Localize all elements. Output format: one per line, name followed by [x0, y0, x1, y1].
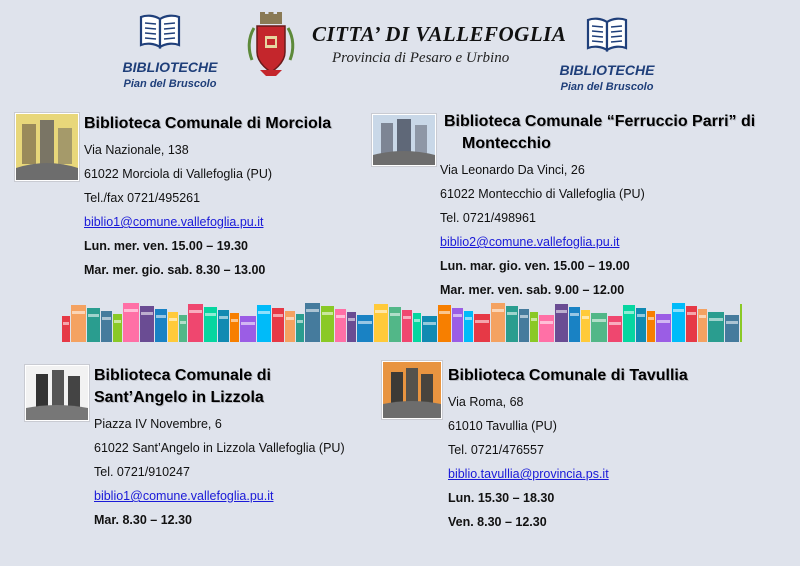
- library-name-line1: Biblioteca Comunale di: [94, 367, 271, 384]
- library-name: Biblioteca Comunale di Tavullia: [448, 367, 688, 384]
- book-spine: [623, 305, 635, 342]
- book-spine-band: [358, 321, 372, 324]
- library-phone: Tel. 0721/476557: [448, 443, 544, 457]
- library-name: Biblioteca Comunale di Morciola: [84, 115, 332, 132]
- book-spine-band: [609, 322, 621, 325]
- book-spine: [257, 305, 271, 342]
- library-hours: Mar. mer. ven. sab. 9.00 – 12.00: [440, 283, 625, 297]
- library-city: 61022 Morciola di Vallefoglia (PU): [84, 167, 273, 181]
- book-spine: [491, 303, 505, 342]
- book-spine: [708, 312, 724, 342]
- book-spine: [569, 307, 580, 342]
- library-email-link[interactable]: biblio1@comune.vallefoglia.pu.it: [84, 215, 264, 229]
- book-spine-band: [556, 310, 567, 313]
- book-spine: [636, 308, 646, 342]
- book-spine-band: [465, 317, 472, 320]
- book-spine: [591, 313, 607, 342]
- book-spine-band: [258, 311, 270, 314]
- book-spine: [656, 314, 671, 342]
- book-spine-band: [375, 310, 387, 313]
- library-hours: Lun. mar. gio. ven. 15.00 – 19.00: [440, 259, 630, 273]
- book-spine: [686, 306, 697, 342]
- book-spine-band: [520, 315, 528, 318]
- library-email-link[interactable]: biblio2@comune.vallefoglia.pu.it: [440, 235, 620, 249]
- book-spine: [539, 315, 554, 342]
- library-address: Via Leonardo Da Vinci, 26: [440, 163, 585, 177]
- book-spine-band: [306, 309, 319, 312]
- book-spine-band: [531, 318, 537, 321]
- library-hours: Mar. 8.30 – 12.30: [94, 513, 192, 527]
- book-spine-band: [492, 309, 504, 312]
- book-spine-band: [687, 312, 696, 315]
- city-title: CITTA’ DI VALLEFOGLIA: [312, 22, 567, 46]
- book-spine-band: [726, 321, 738, 324]
- logo-subtitle: Pian del Bruscolo: [123, 78, 217, 90]
- library-phone: Tel. 0721/498961: [440, 211, 536, 225]
- library-hours: Mar. mer. gio. sab. 8.30 – 13.00: [84, 263, 266, 277]
- book-spine-band: [637, 314, 645, 317]
- city-subtitle: Provincia di Pesaro e Urbino: [332, 50, 510, 66]
- book-spine-band: [273, 314, 283, 317]
- book-spine-band: [348, 318, 355, 321]
- library-photo: [382, 361, 442, 419]
- book-spine: [474, 314, 490, 342]
- library-city: 61010 Tavullia (PU): [448, 419, 557, 433]
- library-phone: Tel./fax 0721/495261: [84, 191, 201, 205]
- book-spine: [230, 313, 239, 342]
- book-spine: [101, 311, 112, 342]
- book-spine-band: [114, 320, 121, 323]
- book-spine-band: [709, 318, 723, 321]
- book-spine: [530, 312, 538, 342]
- logo-title: BIBLIOTECHE: [559, 62, 655, 78]
- book-spine-band: [439, 311, 450, 314]
- book-spine-band: [286, 317, 294, 320]
- book-spine-band: [102, 317, 111, 320]
- book-spine: [62, 316, 70, 342]
- library-hours: Lun. 15.30 – 18.30: [448, 491, 555, 505]
- logo-subtitle: Pian del Bruscolo: [560, 81, 654, 93]
- book-spine-band: [507, 312, 517, 315]
- book-spine: [357, 315, 373, 342]
- book-spine: [672, 303, 685, 342]
- book-spine: [347, 312, 356, 342]
- book-spine-band: [336, 315, 345, 318]
- book-spine-band: [219, 316, 228, 319]
- book-spine: [272, 308, 284, 342]
- book-spine: [188, 304, 203, 342]
- book-spine-band: [570, 313, 579, 316]
- library-phone: Tel. 0721/910247: [94, 465, 190, 479]
- book-spine-band: [673, 309, 684, 312]
- book-spine: [506, 306, 518, 342]
- library-name-line2: Montecchio: [462, 135, 551, 152]
- book-spine-band: [189, 310, 202, 313]
- book-spine: [698, 309, 707, 342]
- book-spine: [647, 311, 655, 342]
- book-spine: [140, 306, 154, 342]
- book-spine-band: [423, 322, 436, 325]
- book-spine-band: [88, 314, 99, 317]
- library-photo: [372, 114, 436, 166]
- library-photo: [15, 113, 79, 181]
- book-spine: [113, 314, 122, 342]
- library-address: Piazza IV Novembre, 6: [94, 417, 222, 431]
- book-spine-band: [231, 319, 238, 322]
- book-spine-band: [390, 313, 400, 316]
- book-spine-band: [453, 314, 462, 317]
- book-spine: [305, 303, 320, 342]
- book-spine: [71, 305, 86, 342]
- book-spine: [87, 308, 100, 342]
- book-spine: [335, 309, 346, 342]
- book-spine: [218, 310, 229, 342]
- book-spine-band: [540, 321, 553, 324]
- book-spine: [422, 316, 437, 342]
- book-spine-band: [124, 309, 138, 312]
- book-spine-band: [592, 319, 606, 322]
- open-book-icon: [138, 12, 182, 50]
- book-spine: [725, 315, 739, 342]
- book-spine: [179, 315, 187, 342]
- library-name-line1: Biblioteca Comunale “Ferruccio Parri” di: [444, 113, 756, 130]
- book-spine-band: [403, 316, 411, 319]
- book-spine: [389, 307, 401, 342]
- book-spine-band: [414, 319, 420, 322]
- book-spine: [123, 303, 139, 342]
- library-city: 61022 Sant’Angelo in Lizzola Vallefoglia (PU): [94, 441, 345, 455]
- book-spine-band: [63, 322, 69, 325]
- book-spine: [168, 312, 178, 342]
- books-row-illustration: [62, 300, 742, 342]
- library-name-line2: Sant’Angelo in Lizzola: [94, 389, 264, 406]
- book-spine: [438, 305, 451, 342]
- library-address: Via Roma, 68: [448, 395, 524, 409]
- library-email-link[interactable]: biblio.tavullia@provincia.ps.it: [448, 467, 609, 481]
- book-spine-band: [241, 322, 255, 325]
- book-spine-band: [156, 315, 166, 318]
- book-spine-band: [657, 320, 670, 323]
- book-spine: [555, 304, 568, 342]
- book-spine: [402, 310, 412, 342]
- book-spine: [464, 311, 473, 342]
- book-spine: [296, 314, 304, 342]
- library-address: Via Nazionale, 138: [84, 143, 189, 157]
- book-spine-band: [582, 316, 589, 319]
- book-spine-band: [169, 318, 177, 321]
- book-spine-band: [141, 312, 153, 315]
- book-spine: [452, 308, 463, 342]
- book-spine: [204, 307, 217, 342]
- book-spine: [374, 304, 388, 342]
- book-spine-band: [297, 320, 303, 323]
- library-hours: Lun. mer. ven. 15.00 – 19.30: [84, 239, 248, 253]
- book-spine: [413, 313, 421, 342]
- book-spine-band: [322, 312, 333, 315]
- book-spine-band: [180, 321, 186, 324]
- book-spine: [608, 316, 622, 342]
- book-spine: [740, 304, 742, 342]
- library-photo: [25, 365, 89, 421]
- book-spine-band: [475, 320, 489, 323]
- book-spine-band: [699, 315, 706, 318]
- library-city: 61022 Montecchio di Vallefoglia (PU): [440, 187, 645, 201]
- open-book-icon: [585, 15, 629, 53]
- library-hours: Ven. 8.30 – 12.30: [448, 515, 547, 529]
- book-spine: [581, 310, 590, 342]
- book-spine-band: [624, 311, 634, 314]
- book-spine: [321, 306, 334, 342]
- book-spine: [155, 309, 167, 342]
- library-email-link[interactable]: biblio1@comune.vallefoglia.pu.it: [94, 489, 274, 503]
- book-spine: [519, 309, 529, 342]
- book-spine: [240, 316, 256, 342]
- coat-of-arms-icon: [246, 12, 296, 84]
- book-spine: [285, 311, 295, 342]
- book-spine-band: [72, 311, 85, 314]
- book-spine-band: [648, 317, 654, 320]
- book-spine-band: [205, 313, 216, 316]
- logo-title: BIBLIOTECHE: [122, 59, 218, 75]
